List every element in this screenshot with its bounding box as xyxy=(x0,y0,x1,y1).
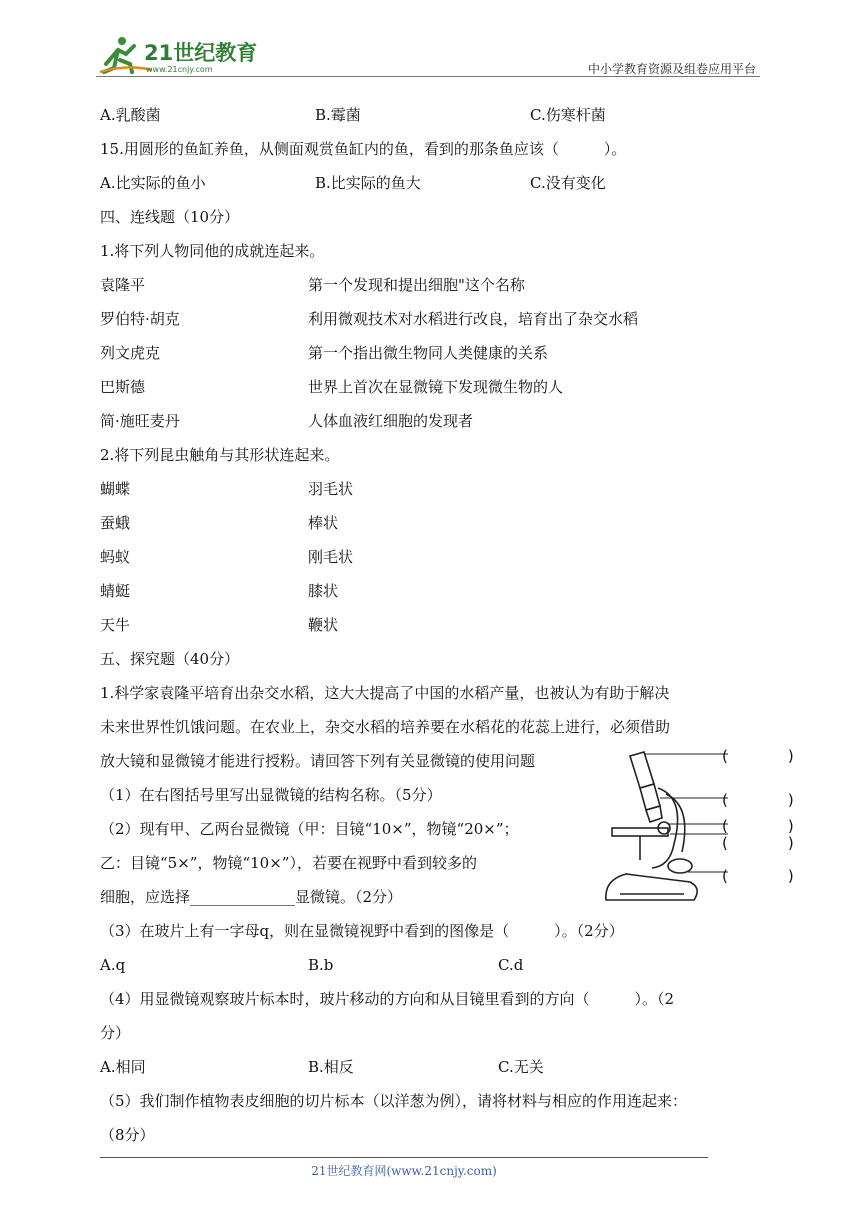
logo xyxy=(96,34,266,76)
q14-option-a: A.乳酸菌 xyxy=(100,106,161,124)
q15-text: 15.用圆形的鱼缸养鱼，从侧面观赏鱼缸内的鱼，看到的那条鱼应该（ ）。 xyxy=(100,140,627,158)
s5-sub3-option-a: A.q xyxy=(100,956,126,974)
s5-intro-line: 放大镜和显微镜才能进行授粉。请回答下列有关显微镜的使用问题 xyxy=(100,752,536,770)
s5-sub3-option-b: B.b xyxy=(308,956,334,974)
s5-sub4-option-c: C.无关 xyxy=(498,1058,544,1076)
q14-option-c: C.伤寒杆菌 xyxy=(530,106,606,124)
s4-q2-right-item: 棒状 xyxy=(308,514,339,532)
q15-option-a: A.比实际的鱼小 xyxy=(100,174,206,192)
s4-q2-text: 2.将下列昆虫触角与其形状连起来。 xyxy=(100,446,340,464)
s5-sub1: （1）在右图括号里写出显微镜的结构名称。（5分） xyxy=(100,786,442,804)
label-lines xyxy=(644,754,728,872)
microscope-icon xyxy=(606,752,697,900)
section4-title: 四、连线题（10分） xyxy=(100,208,240,226)
structure-blank[interactable]: ( ) xyxy=(722,791,794,809)
footer-link[interactable]: 21世纪教育网(www.21cnjy.com) xyxy=(311,1164,497,1178)
s4-q2-left-item: 蚂蚁 xyxy=(100,548,131,566)
s5-sub4-line: 分） xyxy=(100,1024,131,1042)
page-header xyxy=(96,34,760,78)
s4-q1-right-item: 第一个指出微生物同人类健康的关系 xyxy=(308,344,549,362)
s5-sub2-line: 细胞，应选择______________显微镜。（2分） xyxy=(100,888,403,906)
q14-option-b: B.霉菌 xyxy=(315,106,361,124)
s5-sub2-line: 乙：目镜“5×”，物镜“10×”），若要在视野中看到较多的 xyxy=(100,854,477,872)
svg-text:www.21cnjy.com: www.21cnjy.com xyxy=(146,65,213,74)
s4-q2-right-item: 膝状 xyxy=(308,582,339,600)
footer-divider xyxy=(100,1157,708,1158)
s5-sub5-line: （5）我们制作植物表皮细胞的切片标本（以洋葱为例），请将材料与相应的作用连起来： xyxy=(100,1092,688,1110)
s4-q1-right-item: 利用微观技术对水稻进行改良，培育出了杂交水稻 xyxy=(308,310,639,328)
structure-blank[interactable]: ( ) xyxy=(722,747,794,765)
s5-sub4-option-b: B.相反 xyxy=(308,1058,354,1076)
s5-sub4-line: （4）用显微镜观察玻片标本时，玻片移动的方向和从目镜里看到的方向（ ）。（2 xyxy=(100,990,675,1008)
section5-title: 五、探究题（40分） xyxy=(100,650,240,668)
s4-q2-left-item: 天牛 xyxy=(100,616,131,634)
s4-q2-right-item: 鞭状 xyxy=(308,616,339,634)
structure-blank[interactable]: ( ) xyxy=(722,834,794,852)
s4-q1-right-item: 世界上首次在显微镜下发现微生物的人 xyxy=(308,378,564,396)
s4-q1-left-item: 巴斯德 xyxy=(100,378,146,396)
s4-q1-text: 1.将下列人物同他的成就连起来。 xyxy=(100,242,325,260)
s4-q2-left-item: 蝴蝶 xyxy=(100,480,131,498)
s5-sub4-option-a: A.相同 xyxy=(100,1058,146,1076)
s4-q1-left-item: 简·施旺麦丹 xyxy=(100,412,180,430)
s5-intro-line: 1.科学家袁隆平培育出杂交水稻，这大大提高了中国的水稻产量，也被认为有助于解决 xyxy=(100,684,670,702)
s4-q1-right-item: 人体血液红细胞的发现者 xyxy=(308,412,474,430)
q15-option-b: B.比实际的鱼大 xyxy=(315,174,421,192)
header-divider xyxy=(96,76,760,77)
s5-sub5-line: （8分） xyxy=(100,1126,155,1144)
s5-intro-line: 未来世界性饥饿问题。在农业上，杂交水稻的培养要在水稻花的花蕊上进行，必须借助 xyxy=(100,718,671,736)
s4-q1-left-item: 袁隆平 xyxy=(100,276,146,294)
s4-q2-right-item: 羽毛状 xyxy=(308,480,354,498)
q15-option-c: C.没有变化 xyxy=(530,174,606,192)
s4-q1-left-item: 罗伯特·胡克 xyxy=(100,310,180,328)
s5-sub3: （3）在玻片上有一字母q，则在显微镜视野中看到的图像是（ ）。（2分） xyxy=(100,922,624,940)
s4-q2-left-item: 蚕蛾 xyxy=(100,514,131,532)
s4-q2-left-item: 蜻蜓 xyxy=(100,582,131,600)
s4-q1-right-item: 第一个发现和提出细胞"这个名称 xyxy=(308,276,525,294)
s4-q2-right-item: 刚毛状 xyxy=(308,548,354,566)
s5-sub2-line: （2）现有甲、乙两台显微镜（甲：目镜“10×”，物镜“20×”； xyxy=(100,820,519,838)
structure-blank[interactable]: ( ) xyxy=(722,817,794,835)
platform-label: 中小学教育资源及组卷应用平台 xyxy=(587,62,756,76)
structure-blank[interactable]: ( ) xyxy=(722,867,794,885)
svg-text:21世纪教育: 21世纪教育 xyxy=(144,41,258,65)
s4-q1-left-item: 列文虎克 xyxy=(100,344,161,362)
s5-sub3-option-c: C.d xyxy=(498,956,524,974)
